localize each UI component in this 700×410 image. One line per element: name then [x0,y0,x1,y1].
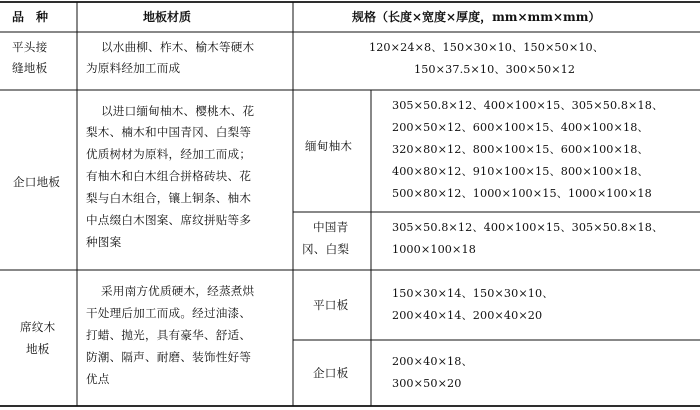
material-line: 梨与白木组合，镶上铜条、柚木 [86,191,252,205]
spec-line: 200×50×12、600×100×15、400×100×18、 [392,121,649,134]
spec-line: 120×24×8、150×30×10、150×50×10、 [369,41,605,54]
material-line: 种图案 [86,235,122,249]
subvariety-line: 平口板 [313,298,349,312]
spec-line: 1000×100×18 [392,243,476,256]
spec-line: 305×50.8×12、400×100×15、305×50.8×18、 [392,99,664,112]
material-line: 打蜡、抛光，具有豪华、舒适、 [86,328,252,342]
subvariety-line: 缅甸柚木 [305,139,353,153]
spec-line: 500×80×12、1000×100×15、1000×100×18 [392,187,652,200]
material-line: 干处理后加工而成。经过油漆、 [86,306,252,320]
material-line: 以进口缅甸柚木、樱桃木、花 [101,104,255,118]
material-line: 中点缀白木图案、席纹拼贴等多 [86,213,252,227]
variety-line: 缝地板 [12,61,48,75]
subvariety-line: 中国青 [313,220,349,234]
spec-line: 305×50.8×12、400×100×15、305×50.8×18、 [392,221,664,234]
material-line: 梨木、楠木和中国青冈、白梨等 [86,125,252,139]
material-line: 以水曲柳、柞木、榆木等硬木 [101,40,255,54]
spec-line: 320×80×12、800×100×15、600×100×18、 [392,143,649,156]
material-line: 防潮、隔声、耐磨、装饰性好等 [86,350,252,364]
variety-line: 企口地板 [13,175,61,189]
header-variety: 品 种 [12,10,49,24]
subvariety-line: 冈、白梨 [302,242,350,256]
material-line: 有柚木和白木组合拼格砖块、花 [86,169,252,183]
spec-line: 400×80×12、910×100×15、800×100×18、 [392,165,649,178]
header-material: 地板材质 [143,10,192,24]
spec-line: 150×37.5×10、300×50×12 [414,63,576,76]
material-line: 采用南方优质硬木，经蒸煮烘 [101,284,255,298]
material-line: 优质树材为原料，经加工而成； [86,147,252,161]
variety-line: 平头接 [12,40,48,54]
variety-line: 地板 [26,342,50,356]
variety-line: 席纹木 [20,320,56,334]
spec-line: 150×30×14、150×30×10、 [392,287,554,300]
spec-line: 300×50×20 [392,377,462,390]
subvariety-line: 企口板 [313,366,349,380]
spec-line: 200×40×14、200×40×20 [392,309,543,322]
spec-line: 200×40×18、 [392,355,473,368]
material-line: 优点 [86,372,110,386]
material-line: 为原料经加工而成 [86,61,181,75]
header-spec: 规格（长度×宽度×厚度，mm×mm×mm） [352,10,601,24]
